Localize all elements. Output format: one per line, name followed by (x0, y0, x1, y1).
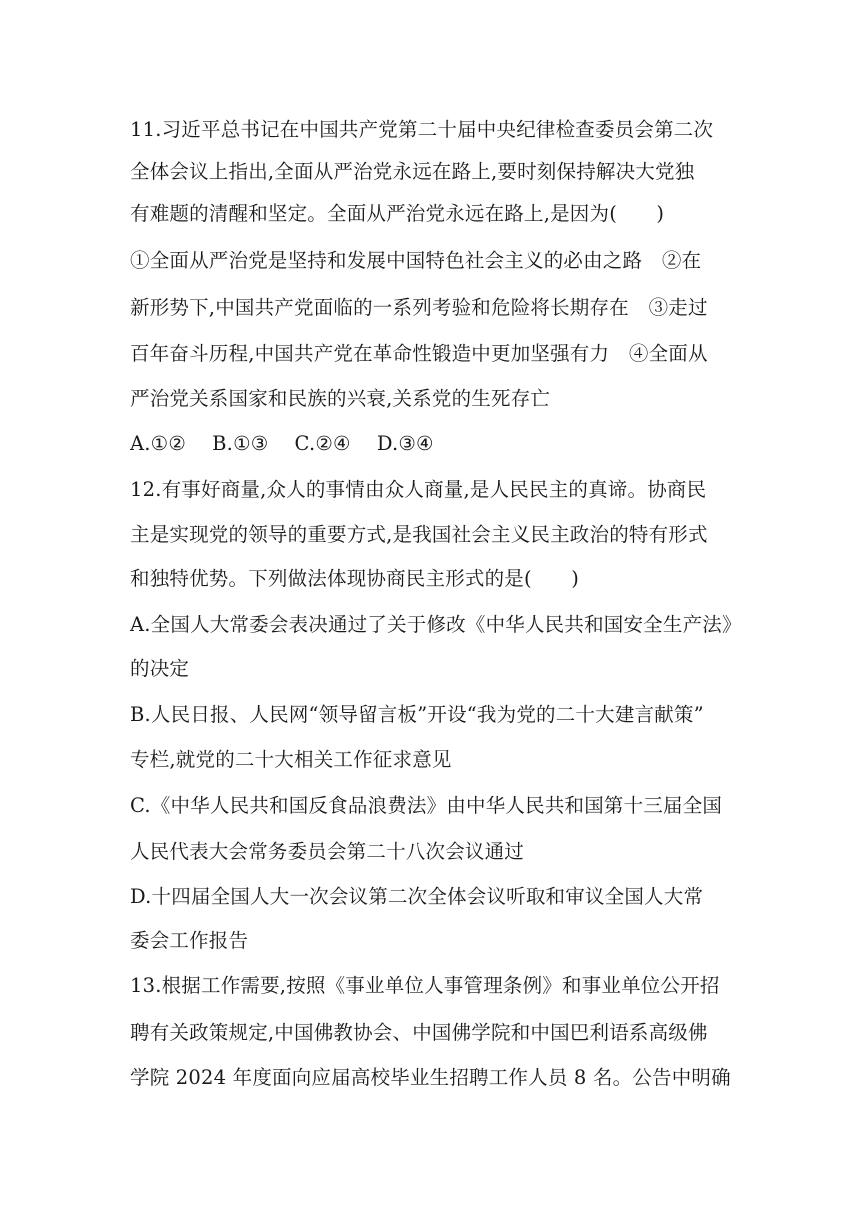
q11-options: A.①② B.①③ C.②④ D.③④ (130, 432, 434, 455)
q12-option-b-line-1: B.人民日报、人民网“领导留言板”开设“我为党的二十大建言献策” (130, 703, 704, 726)
q12-option-d-line-1: D.十四届全国人大一次会议第二次全体会议听取和审议全国人大常 (130, 885, 704, 908)
q12-stem-line-1: 12.有事好商量,众人的事情由众人商量,是人民民主的真谛。协商民 (130, 478, 707, 501)
q11-statements-line-3: 百年奋斗历程,中国共产党在革命性锻造中更加坚强有力 ④全面从 (130, 342, 708, 365)
q11-statements-line-4: 严治党关系国家和民族的兴衰,关系党的生死存亡 (130, 387, 551, 410)
q11-stem-line-2: 全体会议上指出,全面从严治党永远在路上,要时刻保持解决大党独 (130, 160, 695, 183)
q12-option-c-line-1: C.《中华人民共和国反食品浪费法》由中华人民共和国第十三届全国 (130, 794, 723, 817)
q12-option-c-line-2: 人民代表大会常务委员会第二十八次会议通过 (130, 840, 525, 863)
q12-stem-line-3: 和独特优势。下列做法体现协商民主形式的是( ) (130, 567, 580, 590)
q13-stem-line-2: 聘有关政策规定,中国佛教协会、中国佛学院和中国巴利语系高级佛 (130, 1021, 708, 1044)
q13-stem-line-3: 学院 2024 年度面向应届高校毕业生招聘工作人员 8 名。公告中明确 (130, 1066, 731, 1089)
q13-stem-line-1: 13.根据工作需要,按照《事业单位人事管理条例》和事业单位公开招 (130, 974, 720, 997)
q12-stem-line-2: 主是实现党的领导的重要方式,是我国社会主义民主政治的特有形式 (130, 523, 708, 546)
q11-statements-line-2: 新形势下,中国共产党面临的一系列考验和危险将长期存在 ③走过 (130, 296, 708, 319)
q12-option-b-line-2: 专栏,就党的二十大相关工作征求意见 (130, 748, 452, 771)
q11-stem-line-1: 11.习近平总书记在中国共产党第二十届中央纪律检查委员会第二次 (130, 118, 714, 141)
q11-stem-line-3: 有难题的清醒和坚定。全面从严治党永远在路上,是因为( ) (130, 202, 665, 225)
q12-option-a-line-2: 的决定 (130, 657, 190, 680)
q11-statements-line-1: ①全面从严治党是坚持和发展中国特色社会主义的必由之路 ②在 (130, 249, 702, 272)
q12-option-a-line-1: A.全国人大常委会表决通过了关于修改《中华人民共和国安全生产法》 (130, 613, 742, 636)
q12-option-d-line-2: 委会工作报告 (130, 929, 249, 952)
